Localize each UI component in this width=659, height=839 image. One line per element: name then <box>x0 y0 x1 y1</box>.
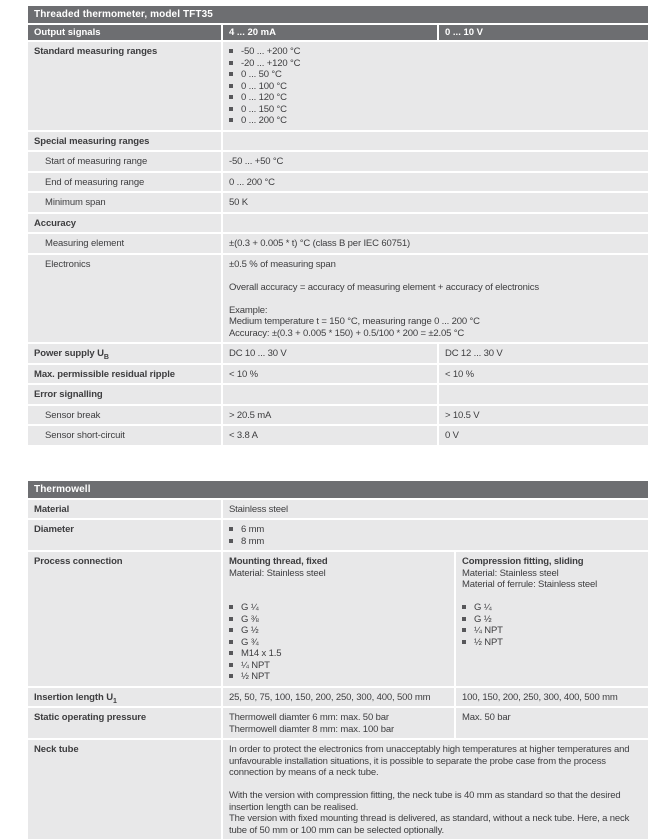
row-label: Minimum span <box>28 193 221 212</box>
row-values <box>221 520 648 550</box>
row-label: Special measuring ranges <box>28 132 221 151</box>
cell-text: 0 ... 100 °C <box>241 81 287 92</box>
row-label: Diameter <box>28 520 221 550</box>
cell-text: The version with fixed mounting thread is delivered, as standard, without a neck tube. Here, a neck tube of 50 mm or 100 mm can be selected optionally. <box>229 813 629 836</box>
row-values <box>221 406 648 425</box>
value-cell <box>223 214 648 233</box>
cell-line <box>462 602 642 614</box>
cell-text: Max. 50 bar <box>462 712 511 723</box>
table-row <box>28 500 648 519</box>
cell-text: ±0.5 % of measuring span <box>229 259 336 270</box>
row-label: Sensor short-circuit <box>28 426 221 445</box>
cell-line <box>229 524 642 536</box>
bullet-icon <box>229 95 233 99</box>
value-cell <box>223 708 454 738</box>
cell-text: Medium temperature t = 150 °C, measuring range 0 ... 200 °C <box>229 316 480 327</box>
row-label: Insertion length $U_1$ <box>28 688 221 707</box>
table-row <box>28 406 648 425</box>
cell-text: G ¼ <box>474 602 492 613</box>
cell-line <box>462 625 642 637</box>
cell-line <box>229 305 642 317</box>
value-cell <box>439 344 648 363</box>
table-row <box>28 255 648 343</box>
cell-line <box>462 614 642 626</box>
cell-text: 0 ... 120 °C <box>241 92 287 103</box>
bullet-icon <box>462 605 466 609</box>
row-values <box>221 214 648 233</box>
bullet-icon <box>229 72 233 76</box>
label-subscript: 1 <box>113 697 117 704</box>
row-values <box>221 234 648 253</box>
cell-text: -50 ... +200 °C <box>241 46 300 57</box>
cell-line <box>229 238 642 250</box>
cell-text: Mounting thread, fixed <box>229 556 328 567</box>
cell-line <box>229 614 448 626</box>
column-header-output-signals: Output signals <box>28 25 221 40</box>
row-label: End of measuring range <box>28 173 221 192</box>
row-label: Standard measuring ranges <box>28 42 221 130</box>
value-cell <box>223 552 454 686</box>
cell-line <box>229 115 642 127</box>
cell-text: G ⅜ <box>241 614 259 625</box>
table-row <box>28 214 648 233</box>
table-title: Thermowell <box>28 481 648 498</box>
cell-line <box>229 259 642 271</box>
table-body <box>28 500 648 839</box>
bullet-icon <box>229 84 233 88</box>
bullet-icon <box>229 651 233 655</box>
cell-line <box>229 602 448 614</box>
table-row <box>28 385 648 404</box>
cell-text: < 10 % <box>229 369 258 380</box>
table-row <box>28 42 648 130</box>
row-values <box>221 132 648 151</box>
value-cell <box>439 365 648 384</box>
cell-line <box>229 568 448 580</box>
bullet-icon <box>229 118 233 122</box>
bullet-icon <box>229 640 233 644</box>
blank-line <box>229 293 642 305</box>
row-label: Electronics <box>28 255 221 343</box>
cell-line <box>445 430 642 442</box>
cell-line <box>229 46 642 58</box>
bullet-icon <box>229 61 233 65</box>
cell-line <box>445 369 642 381</box>
blank-line <box>229 591 448 603</box>
bullet-icon <box>229 628 233 632</box>
cell-text: ±(0.3 + 0.005 * t) °C (class B per IEC 60751) <box>229 238 410 249</box>
cell-text: Stainless steel <box>229 504 288 515</box>
cell-text: 8 mm <box>241 536 264 547</box>
table-row <box>28 708 648 738</box>
row-label: Process connection <box>28 552 221 686</box>
table-row <box>28 520 648 550</box>
cell-line <box>229 504 642 516</box>
bullet-icon <box>462 617 466 621</box>
cell-line <box>229 177 642 189</box>
column-header-row <box>28 25 648 40</box>
cell-text: 25, 50, 75, 100, 150, 200, 250, 300, 400, 500 mm <box>229 692 430 703</box>
value-cell <box>223 688 454 707</box>
row-values <box>221 688 648 707</box>
value-cell <box>223 426 437 445</box>
cell-text: Example: <box>229 305 267 316</box>
blank-line <box>462 591 642 603</box>
cell-text: > 10.5 V <box>445 410 479 421</box>
blank-line <box>229 579 448 591</box>
row-label: Power supply $U_B$ <box>28 344 221 363</box>
row-label: Static operating pressure <box>28 708 221 738</box>
cell-line <box>229 648 448 660</box>
table-row <box>28 152 648 171</box>
cell-line <box>229 712 448 724</box>
cell-text: 100, 150, 200, 250, 300, 400, 500 mm <box>462 692 618 703</box>
cell-text: < 3.8 A <box>229 430 258 441</box>
row-values <box>221 365 648 384</box>
column-header-0-10v: 0 ... 10 V <box>439 25 648 40</box>
cell-line <box>229 556 448 568</box>
cell-text: 0 ... 200 °C <box>229 177 275 188</box>
value-cell <box>456 688 648 707</box>
bullet-icon <box>229 107 233 111</box>
cell-line <box>229 430 431 442</box>
cell-text: M14 x 1.5 <box>241 648 281 659</box>
cell-text: Material: Stainless steel <box>462 568 559 579</box>
cell-text: Material: Stainless steel <box>229 568 326 579</box>
cell-text: > 20.5 mA <box>229 410 271 421</box>
value-cell <box>456 708 648 738</box>
row-values <box>221 152 648 171</box>
cell-line <box>229 671 448 683</box>
row-values <box>221 42 648 130</box>
value-cell <box>223 193 648 212</box>
cell-text: 50 K <box>229 197 248 208</box>
value-cell <box>223 365 437 384</box>
cell-line <box>229 81 642 93</box>
row-label: Error signalling <box>28 385 221 404</box>
blank-line <box>229 779 642 791</box>
cell-text: G ½ <box>241 625 259 636</box>
cell-line <box>229 197 642 209</box>
cell-line <box>229 316 642 328</box>
cell-line <box>229 724 448 736</box>
bullet-icon <box>462 640 466 644</box>
table-threaded-thermometer <box>28 6 648 445</box>
cell-line <box>229 348 431 360</box>
cell-line <box>229 69 642 81</box>
bullet-icon <box>229 527 233 531</box>
blank-line <box>229 270 642 282</box>
cell-text: Thermowell diamter 6 mm: max. 50 bar <box>229 712 389 723</box>
cell-text: ¼ NPT <box>474 625 503 636</box>
cell-line <box>445 348 642 360</box>
row-values <box>221 740 648 839</box>
table-row <box>28 132 648 151</box>
row-values <box>221 255 648 343</box>
value-cell <box>223 255 648 343</box>
cell-line <box>462 556 642 568</box>
row-values <box>221 426 648 445</box>
cell-line <box>229 410 431 422</box>
bullet-icon <box>229 663 233 667</box>
row-values <box>221 193 648 212</box>
row-values <box>221 552 648 686</box>
bullet-icon <box>229 674 233 678</box>
cell-text: < 10 % <box>445 369 474 380</box>
cell-line <box>229 660 448 672</box>
row-label: Max. permissible residual ripple <box>28 365 221 384</box>
cell-text: ½ NPT <box>474 637 503 648</box>
cell-line <box>229 692 448 704</box>
cell-line <box>229 744 642 779</box>
table-title: Threaded thermometer, model TFT35 <box>28 6 648 23</box>
cell-line <box>229 282 642 294</box>
cell-text: 6 mm <box>241 524 264 535</box>
cell-line <box>462 712 642 724</box>
cell-line <box>462 579 642 591</box>
cell-line <box>229 156 642 168</box>
row-label: Material <box>28 500 221 519</box>
cell-text: Compression fitting, sliding <box>462 556 583 567</box>
label-subscript: B <box>104 354 109 361</box>
cell-text: G ½ <box>474 614 492 625</box>
cell-line <box>229 58 642 70</box>
bullet-icon <box>229 605 233 609</box>
cell-line <box>229 369 431 381</box>
value-cell <box>439 426 648 445</box>
bullet-icon <box>229 617 233 621</box>
table-body <box>28 42 648 445</box>
row-label: Sensor break <box>28 406 221 425</box>
value-cell <box>223 173 648 192</box>
cell-line <box>229 637 448 649</box>
cell-text: DC 10 ... 30 V <box>229 348 287 359</box>
row-label: Start of measuring range <box>28 152 221 171</box>
cell-line <box>229 104 642 116</box>
table-row <box>28 740 648 839</box>
cell-line <box>229 536 642 548</box>
cell-text: -50 ... +50 °C <box>229 156 283 167</box>
cell-text: Material of ferrule: Stainless steel <box>462 579 597 590</box>
cell-line <box>462 568 642 580</box>
bullet-icon <box>229 49 233 53</box>
cell-text: ½ NPT <box>241 671 270 682</box>
cell-text: G ¼ <box>241 602 259 613</box>
column-header-4-20ma: 4 ... 20 mA <box>223 25 437 40</box>
row-values <box>221 708 648 738</box>
table-row <box>28 426 648 445</box>
table-row <box>28 344 648 363</box>
value-cell <box>223 234 648 253</box>
cell-text: 0 ... 200 °C <box>241 115 287 126</box>
row-label: Measuring element <box>28 234 221 253</box>
table-row <box>28 234 648 253</box>
value-cell <box>223 344 437 363</box>
value-cell <box>223 132 648 151</box>
row-values <box>221 344 648 363</box>
value-cell <box>223 385 437 404</box>
cell-line <box>462 637 642 649</box>
bullet-icon <box>229 539 233 543</box>
cell-line <box>462 692 642 704</box>
cell-text: DC 12 ... 30 V <box>445 348 503 359</box>
value-cell <box>439 406 648 425</box>
row-values <box>221 173 648 192</box>
value-cell <box>223 500 648 519</box>
table-row <box>28 688 648 707</box>
row-label: Neck tube <box>28 740 221 839</box>
table-thermowell <box>28 481 648 839</box>
cell-text: With the version with compression fitting, the neck tube is 40 mm as standard so that the desired insertion length can be realised. <box>229 790 621 813</box>
value-cell <box>223 740 648 839</box>
cell-text: Overall accuracy = accuracy of measuring element + accuracy of electronics <box>229 282 539 293</box>
cell-text: Thermowell diamter 8 mm: max. 100 bar <box>229 724 394 735</box>
row-values <box>221 385 648 404</box>
cell-text: 0 V <box>445 430 459 441</box>
cell-line <box>229 813 642 836</box>
value-cell <box>223 406 437 425</box>
value-cell <box>456 552 648 686</box>
cell-line <box>445 410 642 422</box>
cell-text: 0 ... 150 °C <box>241 104 287 115</box>
value-cell <box>223 152 648 171</box>
table-row <box>28 173 648 192</box>
cell-line <box>229 625 448 637</box>
table-row <box>28 552 648 686</box>
cell-line <box>229 328 642 340</box>
value-cell <box>223 520 648 550</box>
cell-text: G ¾ <box>241 637 259 648</box>
value-cell <box>439 385 648 404</box>
cell-text: -20 ... +120 °C <box>241 58 300 69</box>
cell-line <box>229 92 642 104</box>
bullet-icon <box>462 628 466 632</box>
value-cell <box>223 42 648 130</box>
cell-text: 0 ... 50 °C <box>241 69 282 80</box>
cell-text: ¼ NPT <box>241 660 270 671</box>
row-label: Accuracy <box>28 214 221 233</box>
table-row <box>28 365 648 384</box>
cell-text: Accuracy: ±(0.3 + 0.005 * 150) + 0.5/100 * 200 = ±2.05 °C <box>229 328 464 339</box>
cell-text: In order to protect the electronics from unacceptably high temperatures at higher temperatures and unfavourable installation situations, it is possible to separate the probe case from the process connection by means of a neck tube. <box>229 744 629 778</box>
table-row <box>28 193 648 212</box>
row-values <box>221 500 648 519</box>
